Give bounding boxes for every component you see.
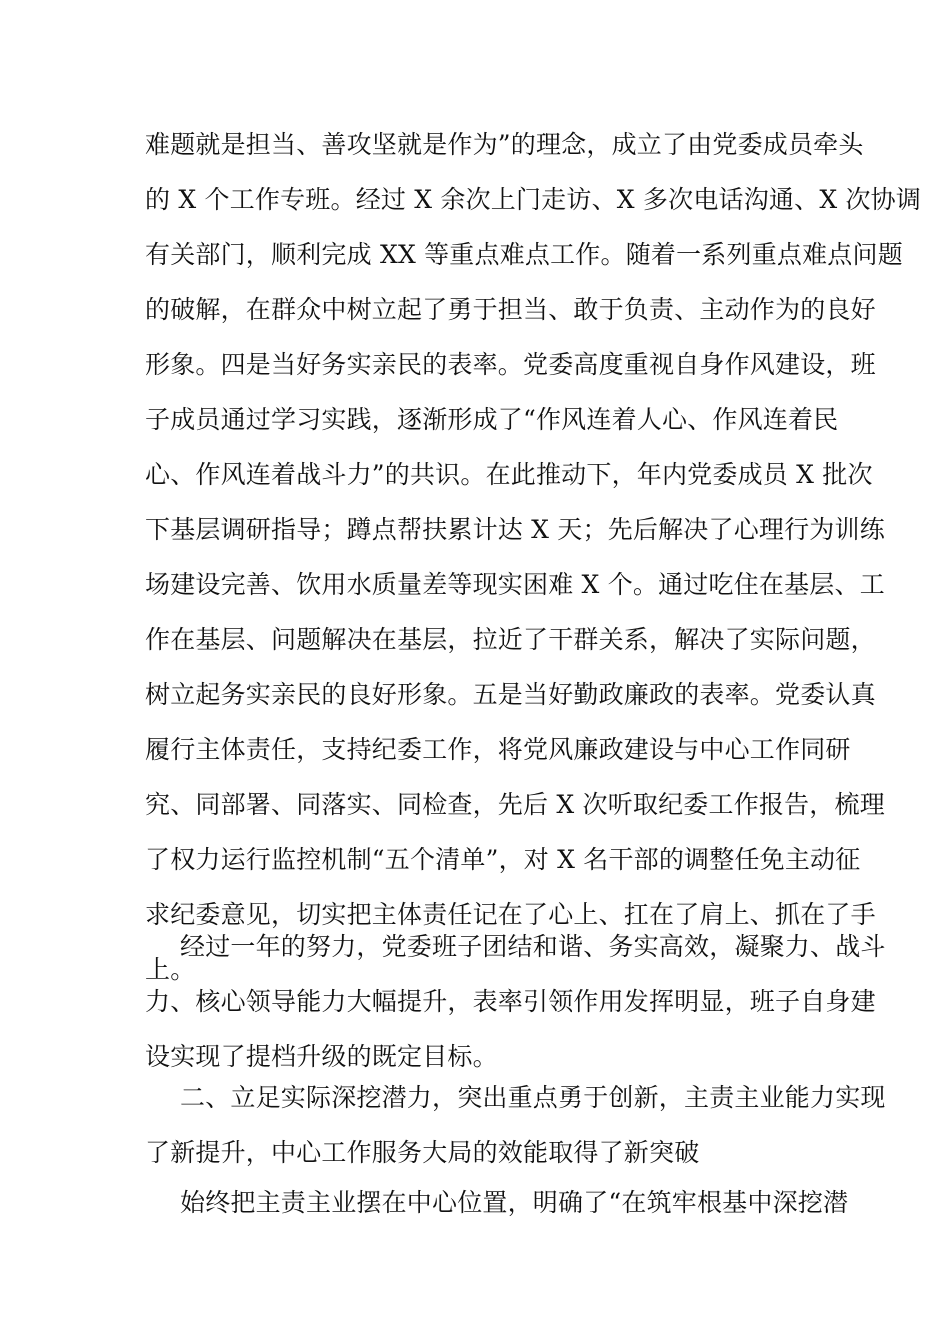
- paragraph-line: 树立起务实亲民的良好形象。五是当好勤政廉政的表率。党委认真: [145, 680, 876, 709]
- paragraph-line: 的 X 个工作专班。经过 X 余次上门走访、X 多次电话沟通、X 次协调: [145, 185, 922, 214]
- heading-line: 二、立足实际深挖潜力，突出重点勇于创新，主责主业能力实现: [180, 1083, 886, 1112]
- paragraph-line: 了权力运行监控机制“五个清单”，对 X 名干部的调整任免主动征: [145, 845, 861, 874]
- paragraph-line: 始终把主责主业摆在中心位置，明确了“在筑牢根基中深挖潜: [180, 1188, 849, 1217]
- heading-line: 了新提升，中心工作服务大局的效能取得了新突破: [145, 1138, 700, 1167]
- paragraph-line: 有关部门，顺利完成 XX 等重点难点工作。随着一系列重点难点问题: [145, 240, 903, 269]
- paragraph-line: 设实现了提档升级的既定目标。: [145, 1042, 498, 1071]
- paragraph-line: 下基层调研指导；蹲点帮扶累计达 X 天；先后解决了心理行为训练: [145, 515, 885, 544]
- paragraph-line: 力、核心领导能力大幅提升，表率引领作用发挥明显，班子自身建: [145, 987, 876, 1016]
- paragraph-line: 求纪委意见，切实把主体责任记在了心上、扛在了肩上、抓在了手: [145, 900, 876, 929]
- paragraph-line: 子成员通过学习实践，逐渐形成了“作风连着人心、作风连着民: [145, 405, 839, 434]
- paragraph-line: 究、同部署、同落实、同检查，先后 X 次听取纪委工作报告，梳理: [145, 790, 885, 819]
- paragraph-line: 经过一年的努力，党委班子团结和谐、务实高效，凝聚力、战斗: [180, 932, 886, 961]
- paragraph-line: 难题就是担当、善攻坚就是作为”的理念，成立了由党委成员牵头: [145, 130, 864, 159]
- paragraph-line: 履行主体责任，支持纪委工作，将党风廉政建设与中心工作同研: [145, 735, 851, 764]
- paragraph-line: 作在基层、问题解决在基层，拉近了干群关系，解决了实际问题，: [145, 625, 876, 654]
- paragraph-line: 场建设完善、饮用水质量差等现实困难 X 个。通过吃住在基层、工: [145, 570, 885, 599]
- paragraph-line: 形象。四是当好务实亲民的表率。党委高度重视自身作风建设，班: [145, 350, 876, 379]
- paragraph-line: 上。: [145, 955, 196, 984]
- paragraph-line: 的破解，在群众中树立起了勇于担当、敢于负责、主动作为的良好: [145, 295, 876, 324]
- paragraph-line: 心、作风连着战斗力”的共识。在此推动下，年内党委成员 X 批次: [145, 460, 873, 489]
